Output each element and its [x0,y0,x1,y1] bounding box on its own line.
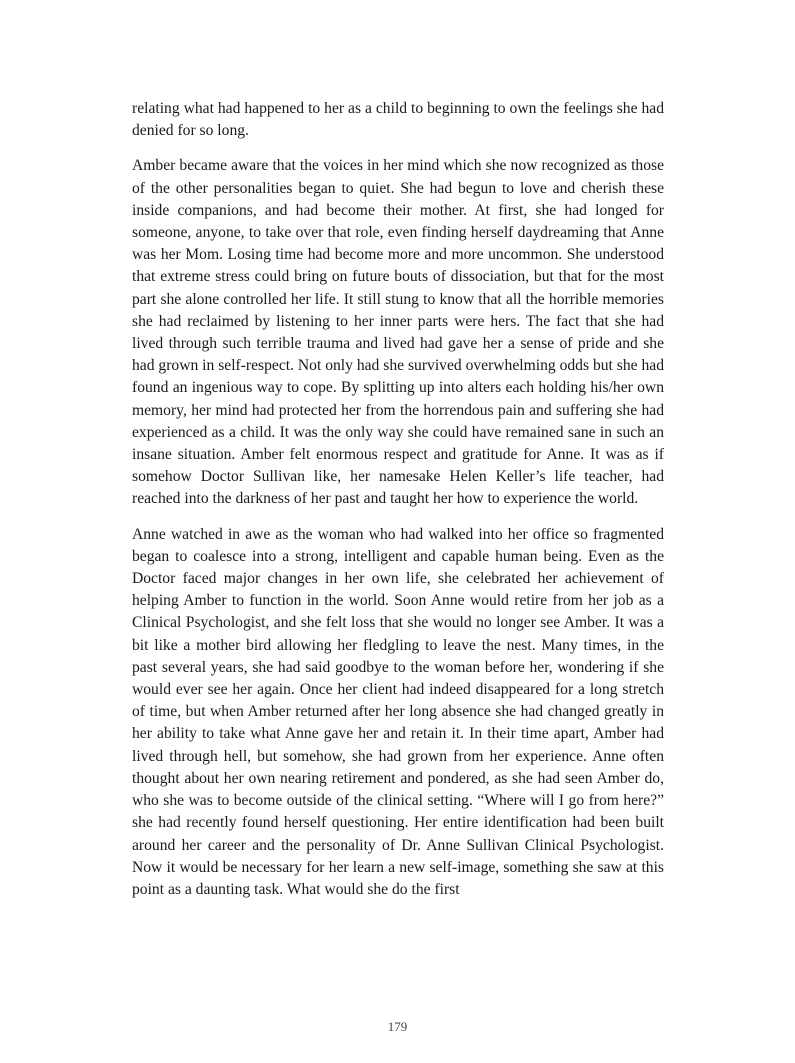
paragraph-anne-watched: Anne watched in awe as the woman who had walked into her office so fragmented began to coalesce into a strong, intelligent and capable human being. Even as the Doctor faced major changes in her own life, she celebrated her achievement of helping Amber to function in the world. Soon Anne would retire from her job as a Clinical Psychologist, and she felt loss that she would no longer see Amber. It was a bit like a mother bird allowing her fledgling to leave the nest. Many times, in the past several years, she had said goodbye to the woman before her, wondering if she would ever see her again. Once her client had indeed disappeared for a long stretch of time, but when Amber returned after her long absence she had changed greatly in her ability to take what Anne gave her and retain it. In their time apart, Amber had lived through hell, but somehow, she had grown from her experience. Anne often thought about her own nearing retirement and pondered, as she had seen Amber do, who she was to become outside of the clinical setting. “Where will I go from here?” she had recently found herself questioning. Her entire identification had been built around her career and the personality of Dr. Anne Sullivan Clinical Psychologist. Now it would be necessary for her learn a new self-image, something she saw at this point as a daunting task. What would she do the first [132,525,664,898]
page-body [132,98,664,914]
paragraph-continuation: relating what had happened to her as a child to beginning to own the feelings she had denied for so long. [132,100,664,140]
page-number: 179 [387,1019,408,1034]
paragraph-amber-awareness: Amber became aware that the voices in her mind which she now recognized as those of the other personalities began to quiet. She had begun to love and cherish these inside companions, and had become their mother. At first, she had longed for someone, anyone, to take over that role, even finding herself daydreaming that Anne was her Mom. Losing time had become more and more uncommon. She understood that extreme stress could bring on future bouts of dissociation, but that for the most part she alone controlled her life. It still stung to know that all the horrible memories she had reclaimed by listening to her inner parts were hers. The fact that she had lived through such terrible trauma and lived had gave her a sense of pride and she had grown in self-respect. Not only had she survived overwhelming odds but she had found an ingenious way to cope. By splitting up into alters each holding his/her own memory, her mind had protected her from the horrendous pain and suffering she had experienced as a child. It was the only way she could have remained sane in such an insane situation. Amber felt enormous respect and gratitude for Anne. It was as if somehow Doctor Sullivan like, her namesake Helen Keller’s life teacher, had reached into the darkness of her past and taught her how to experience the world. [132,157,664,508]
